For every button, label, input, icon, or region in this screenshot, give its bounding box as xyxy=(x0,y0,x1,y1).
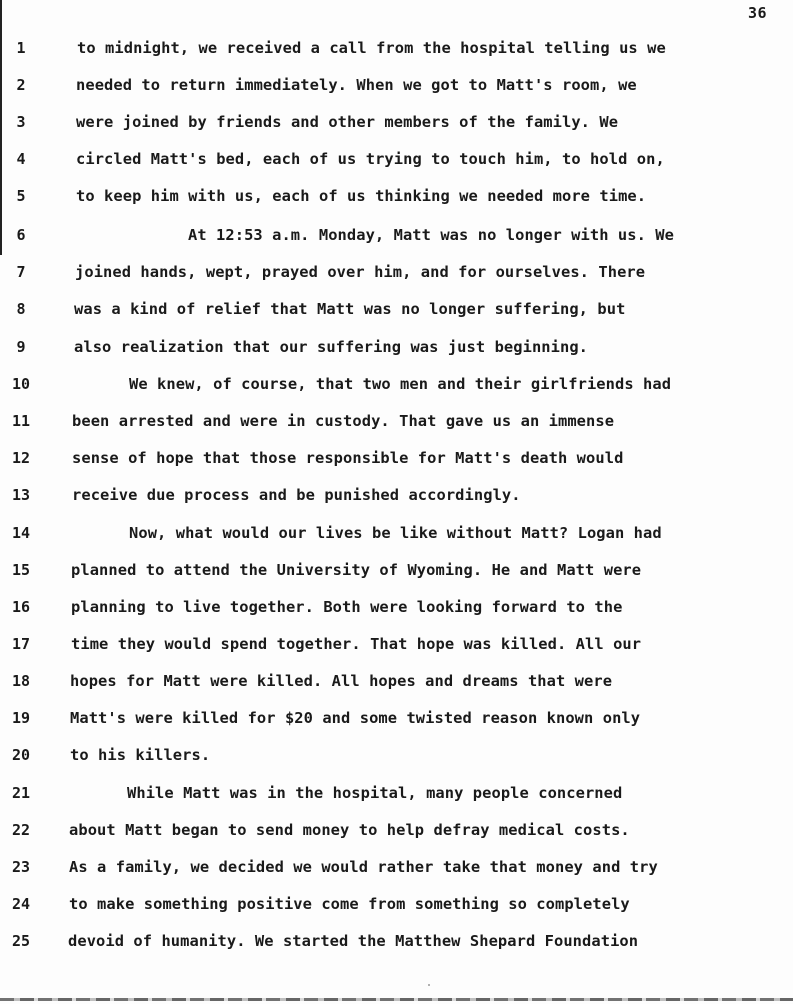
line-number: 6 xyxy=(16,226,26,244)
transcript-line xyxy=(0,782,793,812)
line-text: to midnight, we received a call from the hospital telling us we xyxy=(77,39,666,57)
line-number: 19 xyxy=(11,709,31,727)
line-text: receive due process and be punished accordingly. xyxy=(72,486,521,504)
line-text: time they would spend together. That hope was killed. All our xyxy=(71,635,642,653)
line-text: joined hands, wept, prayed over him, and for ourselves. There xyxy=(75,263,646,281)
line-text: Matt's were killed for $20 and some twisted reason known only xyxy=(70,709,641,727)
line-number: 14 xyxy=(11,524,31,542)
line-number: 2 xyxy=(16,76,26,94)
line-number: 15 xyxy=(11,561,31,579)
transcript-line xyxy=(0,410,793,440)
transcript-line xyxy=(0,893,793,923)
line-number: 5 xyxy=(16,187,26,205)
line-number: 11 xyxy=(11,412,31,430)
line-number: 17 xyxy=(11,635,31,653)
line-text: Now, what would our lives be like without Matt? Logan had xyxy=(129,524,662,542)
transcript-line xyxy=(0,148,793,178)
scan-speck xyxy=(428,984,430,986)
line-text: devoid of humanity. We started the Matthew Shepard Foundation xyxy=(68,932,639,950)
transcript-line xyxy=(0,930,793,960)
line-text: At 12:53 a.m. Monday, Matt was no longer with us. We xyxy=(188,226,674,244)
transcript-line xyxy=(0,819,793,849)
line-text: We knew, of course, that two men and their girlfriends had xyxy=(129,375,672,393)
transcript-line xyxy=(0,856,793,886)
line-number: 1 xyxy=(16,39,26,57)
transcript-line xyxy=(0,74,793,104)
line-number: 13 xyxy=(11,486,31,504)
transcript-line xyxy=(0,336,793,366)
line-number: 24 xyxy=(11,895,31,913)
line-text: hopes for Matt were killed. All hopes and dreams that were xyxy=(70,672,613,690)
line-number: 12 xyxy=(11,449,31,467)
line-text: planning to live together. Both were looking forward to the xyxy=(71,598,623,616)
transcript-line xyxy=(0,484,793,514)
line-number: 20 xyxy=(11,746,31,764)
page-number: 36 xyxy=(748,4,768,22)
transcript-line xyxy=(0,37,793,67)
transcript-line xyxy=(0,185,793,215)
bottom-scan-edge xyxy=(0,998,793,1001)
line-number: 3 xyxy=(16,113,26,131)
line-number: 10 xyxy=(11,375,31,393)
line-number: 4 xyxy=(16,150,26,168)
line-number: 16 xyxy=(11,598,31,616)
line-text: While Matt was in the hospital, many people concerned xyxy=(127,784,623,802)
transcript-line xyxy=(0,707,793,737)
transcript-line xyxy=(0,447,793,477)
line-number: 9 xyxy=(16,338,26,356)
line-text: circled Matt's bed, each of us trying to touch him, to hold on, xyxy=(76,150,665,168)
line-number: 21 xyxy=(11,784,31,802)
line-text: to keep him with us, each of us thinking we needed more time. xyxy=(76,187,647,205)
transcript-line xyxy=(0,744,793,774)
transcript-line xyxy=(0,111,793,141)
line-text: planned to attend the University of Wyoming. He and Matt were xyxy=(71,561,642,579)
transcript-line xyxy=(0,224,793,254)
transcript-line xyxy=(0,298,793,328)
line-text: about Matt began to send money to help defray medical costs. xyxy=(69,821,630,839)
transcript-line xyxy=(0,373,793,403)
line-text: to make something positive come from something so completely xyxy=(69,895,630,913)
transcript-line xyxy=(0,670,793,700)
transcript-line xyxy=(0,522,793,552)
transcript-line xyxy=(0,596,793,626)
line-text: was a kind of relief that Matt was no longer suffering, but xyxy=(74,300,626,318)
line-text: sense of hope that those responsible for Matt's death would xyxy=(72,449,624,467)
line-text: As a family, we decided we would rather take that money and try xyxy=(69,858,658,876)
line-text: also realization that our suffering was just beginning. xyxy=(74,338,589,356)
transcript-line xyxy=(0,633,793,663)
transcript-line xyxy=(0,559,793,589)
line-number: 23 xyxy=(11,858,31,876)
line-text: been arrested and were in custody. That gave us an immense xyxy=(72,412,615,430)
transcript-line xyxy=(0,261,793,291)
line-number: 7 xyxy=(16,263,26,281)
line-number: 8 xyxy=(16,300,26,318)
line-text: needed to return immediately. When we got to Matt's room, we xyxy=(76,76,637,94)
line-text: were joined by friends and other members of the family. We xyxy=(76,113,619,131)
line-number: 22 xyxy=(11,821,31,839)
line-text: to his killers. xyxy=(70,746,211,764)
line-number: 25 xyxy=(11,932,31,950)
line-number: 18 xyxy=(11,672,31,690)
